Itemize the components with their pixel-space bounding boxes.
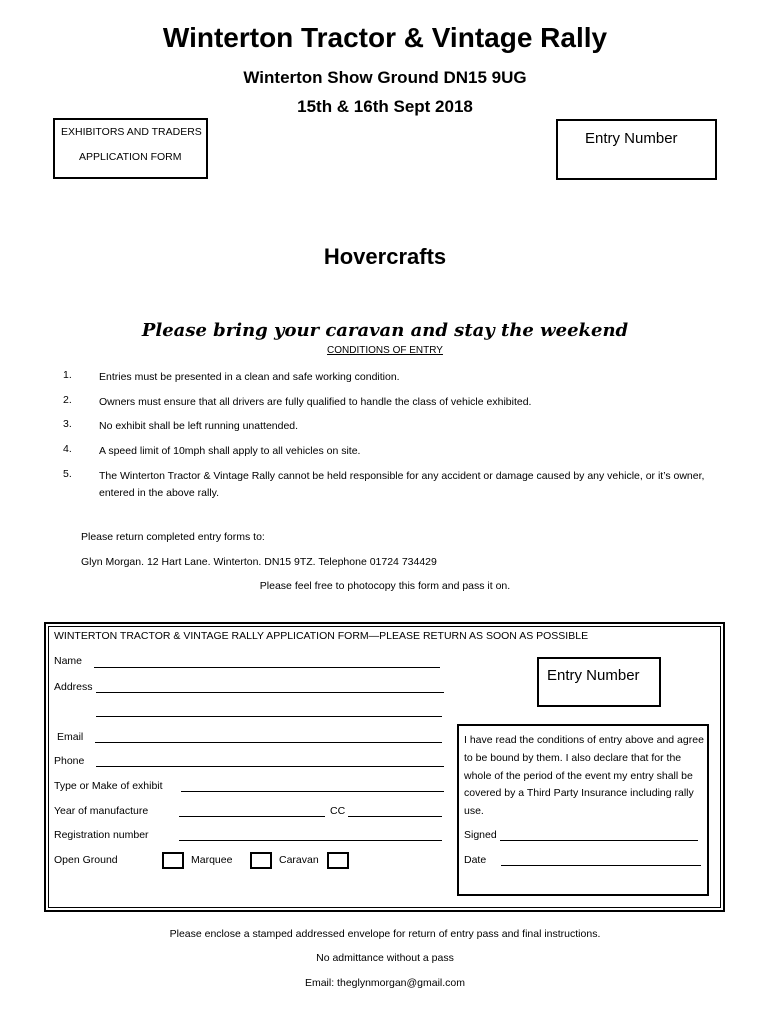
type-field[interactable]: [181, 791, 444, 792]
condition-text: No exhibit shall be left running unattended.: [99, 420, 299, 432]
entry-number-box-top: [556, 119, 717, 180]
envelope-note: Please enclose a stamped addressed envelope for return of entry pass and final instructions.: [169, 928, 601, 940]
declaration-box: [457, 724, 709, 896]
caravan-label: Caravan: [279, 854, 319, 866]
marquee-checkbox[interactable]: [250, 852, 272, 869]
open-ground-label: Open Ground: [54, 854, 118, 866]
email-field[interactable]: [95, 742, 442, 743]
condition-number: 5.: [63, 468, 72, 480]
exhibitors-box: [53, 118, 208, 179]
slogan: Please bring your caravan and stay the weekend: [141, 320, 629, 341]
dates-line: 15th & 16th Sept 2018: [297, 97, 473, 116]
name-field[interactable]: [94, 667, 440, 668]
entry-number-label-form: Entry Number: [547, 667, 640, 684]
condition-text: A speed limit of 10mph shall apply to all vehicles on site.: [99, 445, 361, 457]
address-field-1[interactable]: [96, 692, 444, 693]
signature-field[interactable]: [500, 840, 698, 841]
open-ground-checkbox[interactable]: [162, 852, 184, 869]
contact-email[interactable]: Email: theglynmorgan@gmail.com: [304, 977, 466, 989]
return-address: Glyn Morgan. 12 Hart Lane. Winterton. DN15 9TZ. Telephone 01724 734429: [81, 556, 437, 568]
phone-field[interactable]: [96, 766, 444, 767]
category-title: Hovercrafts: [323, 244, 447, 269]
year-field[interactable]: [179, 816, 325, 817]
form-heading: WINTERTON TRACTOR & VINTAGE RALLY APPLICATION FORM—PLEASE RETURN AS SOON AS POSSIBLE: [54, 630, 589, 642]
marquee-label: Marquee: [191, 854, 233, 866]
year-label: Year of manufacture: [54, 805, 149, 817]
condition-text: Entries must be presented in a clean and safe working condition.: [99, 371, 400, 383]
condition-number: 3.: [63, 418, 72, 430]
exhibitors-line-2: APPLICATION FORM: [79, 151, 182, 163]
condition-text: The Winterton Tractor & Vintage Rally cannot be held responsible for any accident or damage caused by any vehicle, or it’s owner, entered in the above rally.: [99, 470, 705, 499]
entry-number-label-top: Entry Number: [585, 130, 678, 147]
photocopy-note: Please feel free to photocopy this form and pass it on.: [259, 580, 511, 592]
registration-field[interactable]: [179, 840, 442, 841]
condition-text: Owners must ensure that all drivers are fully qualified to handle the class of vehicle exhibited.: [99, 396, 532, 408]
caravan-checkbox[interactable]: [327, 852, 349, 869]
name-label: Name: [54, 655, 83, 667]
condition-number: 1.: [63, 369, 72, 381]
date-field[interactable]: [501, 865, 701, 866]
signed-label: Signed: [464, 829, 497, 841]
venue-line: Winterton Show Ground DN15 9UG: [243, 68, 527, 87]
registration-label: Registration number: [54, 829, 149, 841]
date-label: Date: [464, 854, 487, 866]
email-label: Email: [57, 731, 84, 743]
admittance-note: No admittance without a pass: [316, 952, 454, 964]
page-title: Winterton Tractor & Vintage Rally: [162, 22, 608, 53]
type-label: Type or Make of exhibit: [54, 780, 163, 792]
address-label: Address: [54, 681, 93, 693]
declaration-text: I have read the conditions of entry above and agree to be bound by them. I also declare that for the whole of the period of the event my entry shall be covered by a Third Party Insurance including rally use.: [464, 734, 704, 818]
cc-label: CC: [330, 805, 346, 817]
phone-label: Phone: [54, 755, 85, 767]
return-intro: Please return completed entry forms to:: [81, 531, 265, 543]
condition-number: 4.: [63, 443, 72, 455]
cc-field[interactable]: [348, 816, 442, 817]
address-field-2[interactable]: [96, 716, 442, 717]
exhibitors-line-1: EXHIBITORS AND TRADERS: [61, 126, 202, 138]
condition-number: 2.: [63, 394, 72, 406]
conditions-heading: CONDITIONS OF ENTRY: [327, 345, 443, 356]
entry-number-box-form: [537, 657, 661, 707]
